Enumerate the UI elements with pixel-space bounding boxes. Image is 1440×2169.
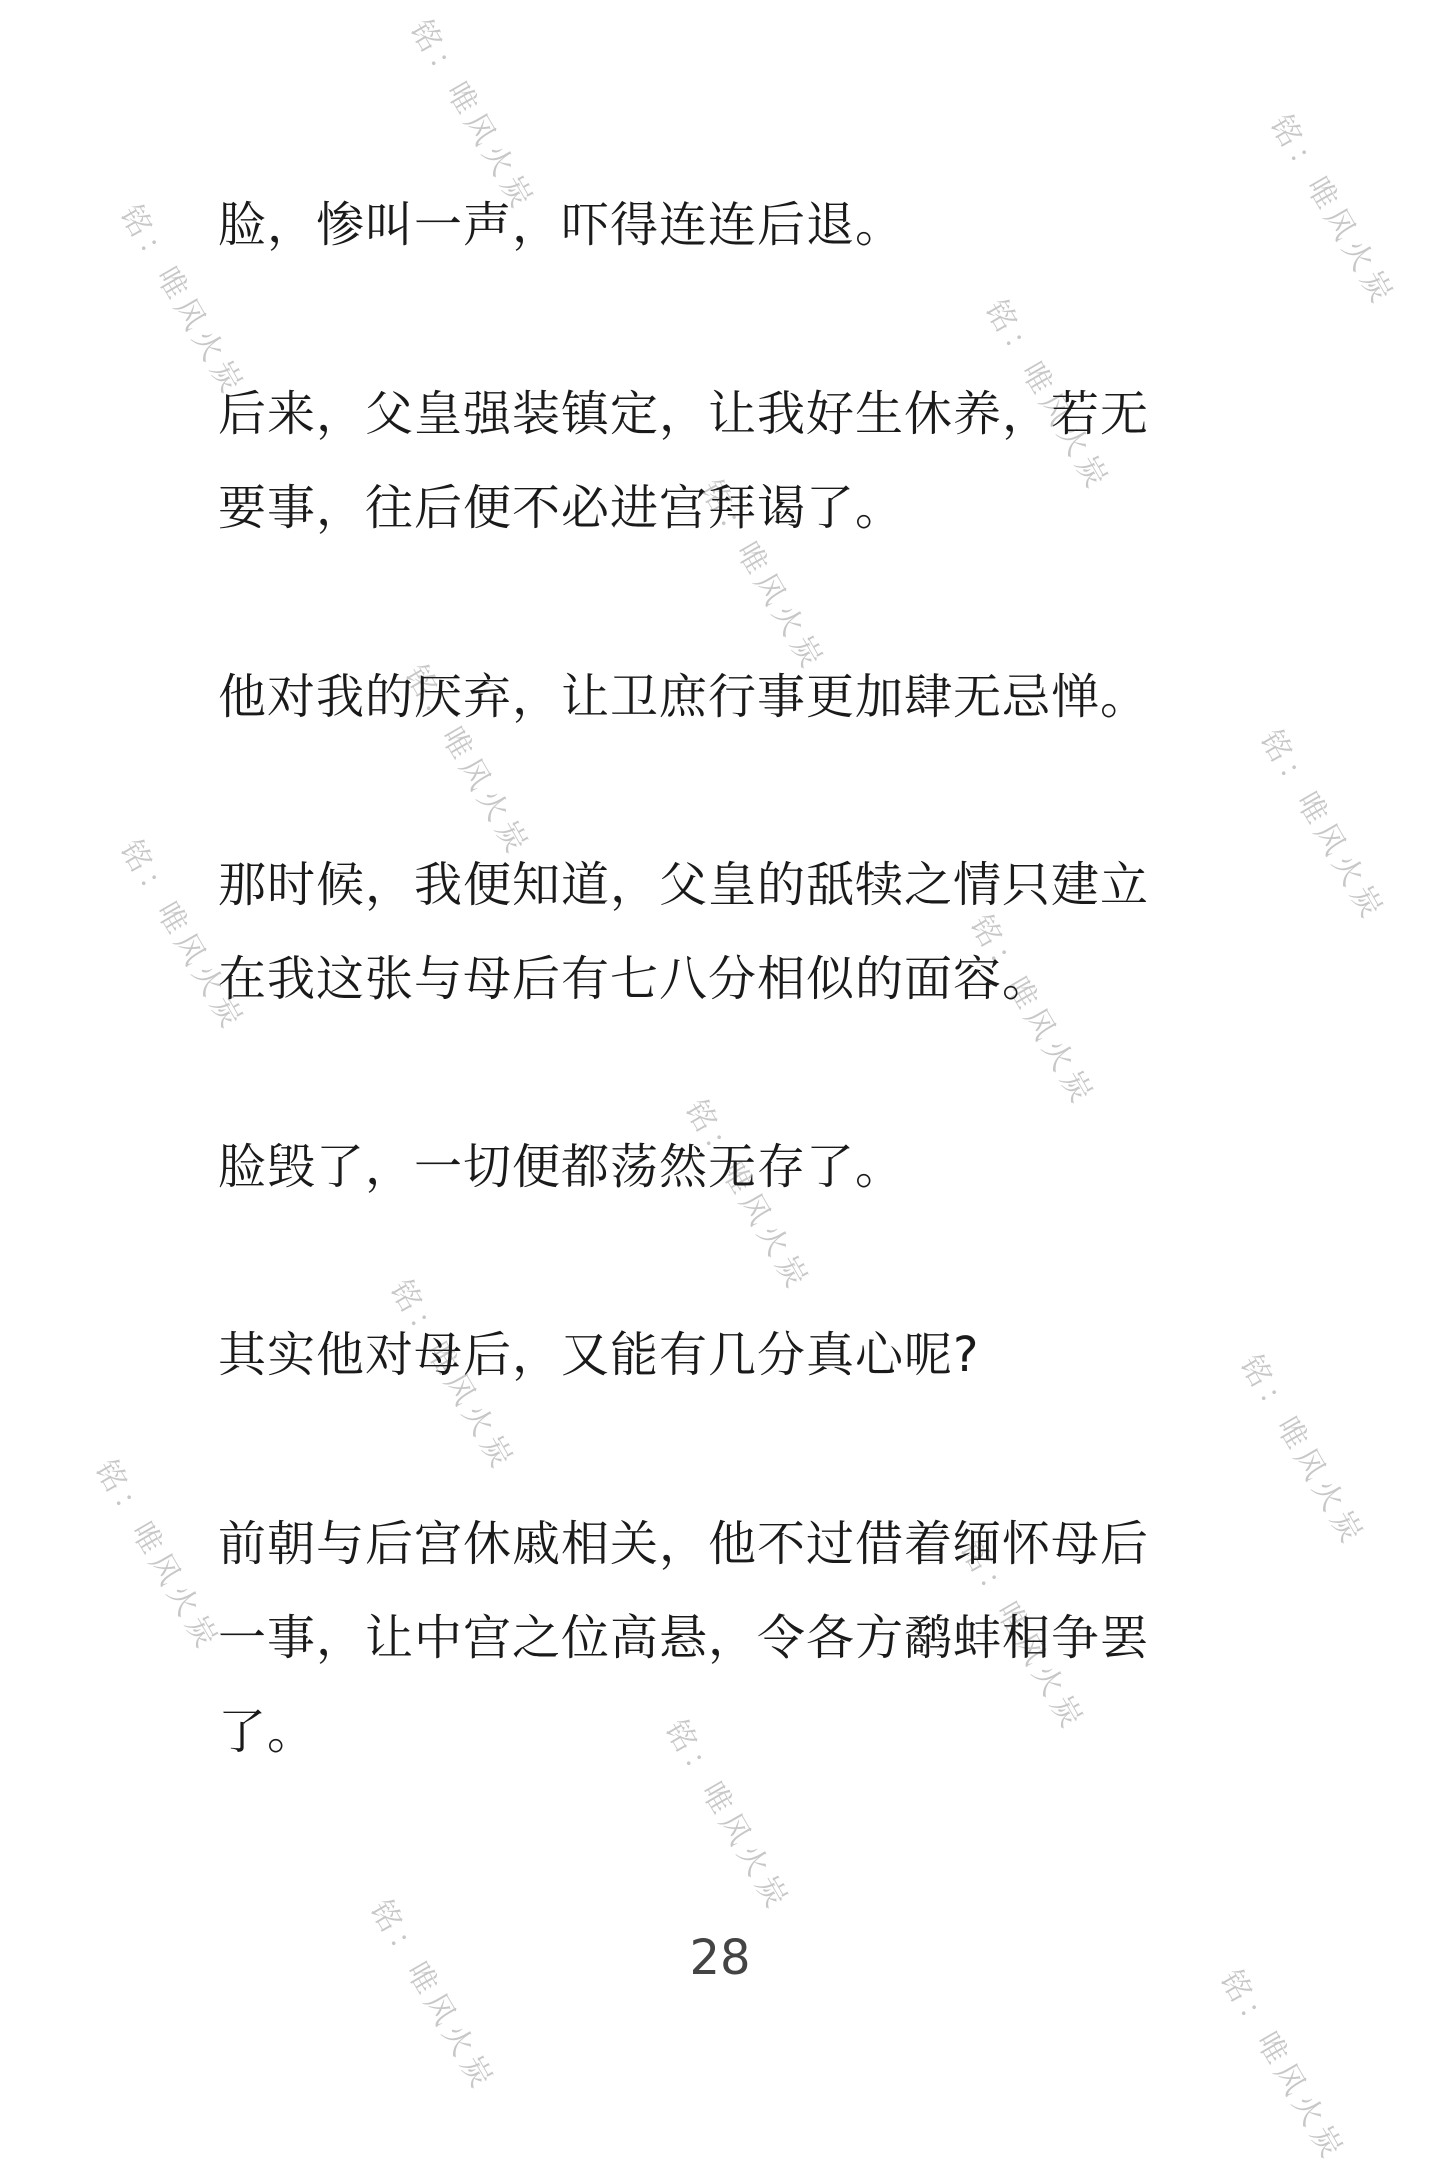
watermark: 铭：唯风火炭 [1232,1349,1372,1554]
text-line: 后来，父皇强装镇定，让我好生休养，若无 [218,386,1150,442]
watermark: 铭：唯风火炭 [402,14,542,219]
watermark: 铭：唯风火炭 [962,909,1102,1114]
text-line: 前朝与后宫休戚相关，他不过借着缅怀母后 [218,1516,1150,1572]
paragraph [218,178,1228,272]
text-line: 其实他对母后，又能有几分真心呢? [218,1327,980,1383]
paragraph [218,838,1228,1026]
watermark: 铭：唯风火炭 [677,1094,817,1299]
watermark: 铭：唯风火炭 [952,1534,1092,1739]
text-line: 脸毁了，一切便都荡然无存了。 [218,1139,905,1195]
paragraph [218,367,1228,555]
watermark: 铭：唯风火炭 [397,659,537,864]
text-line: 在我这张与母后有七八分相似的面容。 [218,951,1052,1007]
text-line: 要事，往后便不必进宫拜谒了。 [218,480,905,536]
watermark: 铭：唯风火炭 [362,1894,502,2099]
watermark: 铭：唯风火炭 [977,294,1117,499]
paragraph [218,650,1228,744]
watermark: 铭：唯风火炭 [112,199,252,404]
paragraph [218,1120,1228,1214]
watermark: 铭：唯风火炭 [1212,1964,1352,2169]
text-line: 他对我的厌弃，让卫庶行事更加肆无忌惮。 [218,669,1150,725]
text-line: 一事，让中宫之位高悬，令各方鹬蚌相争罢 [218,1610,1150,1666]
text-line: 了。 [218,1704,317,1760]
paragraph [218,1497,1228,1779]
watermark: 铭：唯风火炭 [112,834,252,1039]
text-line: 那时候，我便知道，父皇的舐犊之情只建立 [218,857,1150,913]
watermark: 铭：唯风火炭 [657,1714,797,1919]
text-line: 脸，惨叫一声，吓得连连后退。 [218,197,905,253]
watermark: 铭：唯风火炭 [692,474,832,679]
page-number: 28 [689,1930,751,1986]
watermark: 铭：唯风火炭 [1262,109,1402,314]
watermark: 铭：唯风火炭 [1252,724,1392,929]
watermark: 铭：唯风火炭 [87,1454,227,1659]
watermark: 铭：唯风火炭 [382,1274,522,1479]
paragraph [218,1308,1228,1402]
